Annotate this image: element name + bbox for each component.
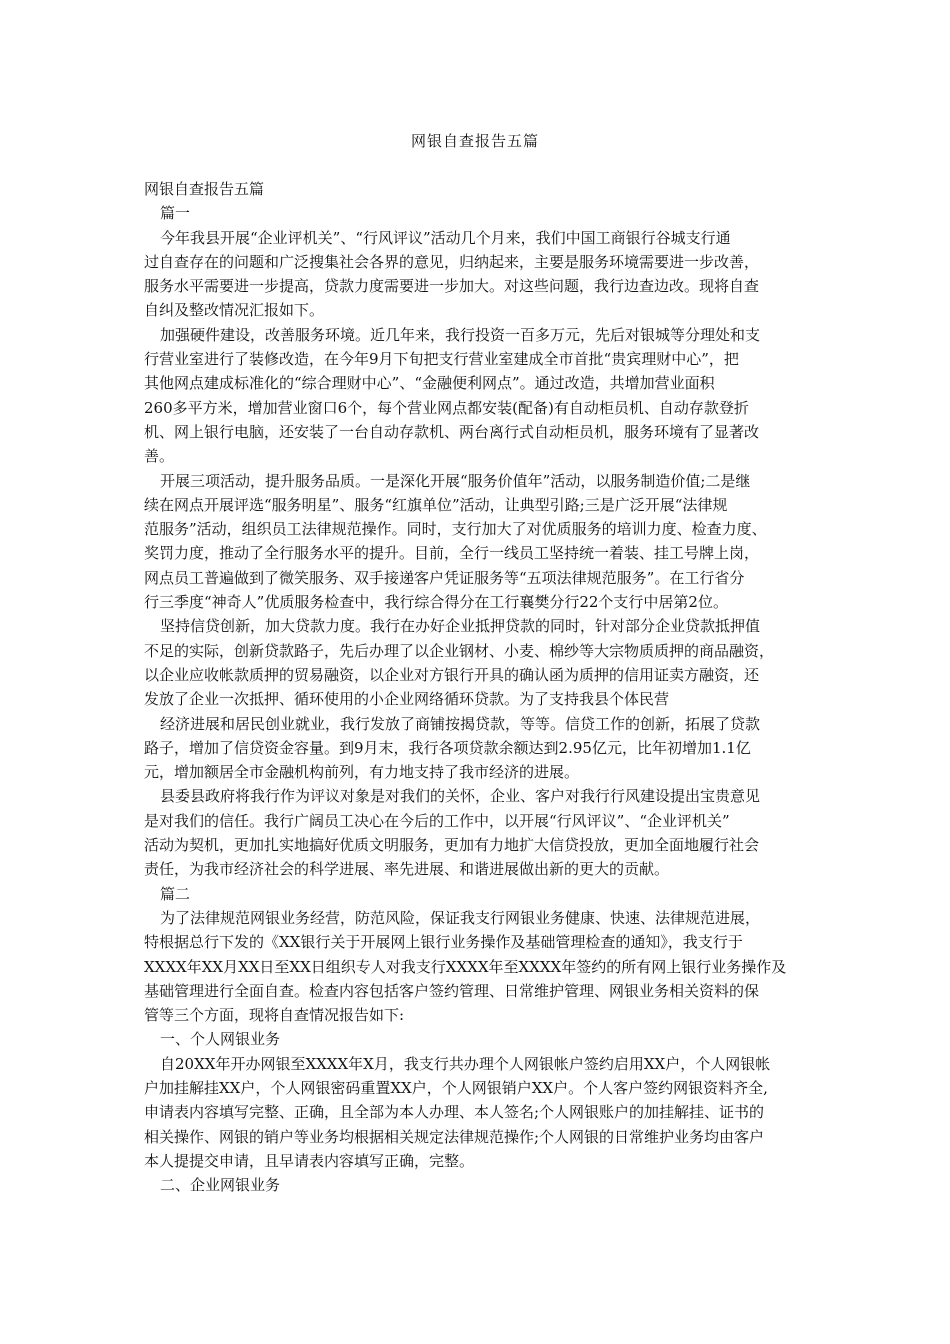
text-line: 申请表内容填写完整、正确，且全部为本人办理、本人签名;个人网银账户的加挂解挂、证书的 bbox=[144, 1103, 765, 1122]
text-line: 经济进展和居民创业就业，我行发放了商铺按揭贷款，等等。信贷工作的创新，拓展了贷款 bbox=[160, 714, 761, 733]
text-line: 其他网点建成标准化的“综合理财中心”、“金融便利网点”。通过改造，共增加营业面积 bbox=[144, 374, 715, 393]
text-line: 户加挂解挂XX户，个人网银密码重置XX户，个人网银销户XX户。个人客户签约网银资料齐全, bbox=[144, 1078, 768, 1097]
text-line: 续在网点开展评选“服务明星”、服务“红旗单位”活动，让典型引路;三是广泛开展“法律规 bbox=[144, 495, 728, 514]
text-line: 过自查存在的问题和广泛搜集社会各界的意见，归纳起来，主要是服务环境需要进一步改善， bbox=[144, 252, 760, 271]
text-line: 行营业室进行了装修改造，在今年9月下旬把支行营业室建成全市首批“贵宾理财中心”，把 bbox=[144, 350, 739, 369]
text-line: 元，增加额居全市金融机构前列，有力地支持了我市经济的进展。 bbox=[144, 763, 580, 782]
text-line: 为了法律规范网银业务经营，防范风险，保证我支行网银业务健康、快速、法律规范进展， bbox=[160, 908, 761, 927]
text-line: 特根据总行下发的《XX银行关于开展网上银行业务操作及基础管理检查的通知》，我支行于 bbox=[144, 933, 743, 952]
text-line: 自纠及整改情况汇报如下。 bbox=[144, 301, 325, 320]
text-line: 县委县政府将我行作为评议对象是对我们的关怀，企业、客户对我行行风建设提出宝贵意见 bbox=[160, 787, 761, 806]
text-line: 网点员工普遍做到了微笑服务、双手接递客户凭证服务等“五项法律规范服务”。在工行省分 bbox=[144, 568, 745, 587]
text-line: 以企业应收帐款质押的贸易融资，以企业对方银行开具的确认函为质押的信用证卖方融资，还 bbox=[144, 665, 760, 684]
subsection-heading: 一、个人网银业务 bbox=[160, 1030, 281, 1049]
text-line: 路子，增加了信贷资金容量。到9月末，我行各项贷款余额达到2.95亿元，比年初增加1.1亿 bbox=[144, 738, 751, 757]
text-line: 开展三项活动，提升服务品质。一是深化开展“服务价值年”活动，以服务制造价值;二是继 bbox=[160, 471, 751, 490]
text-line: 是对我们的信任。我行广阔员工决心在今后的工作中，以开展“行风评议”、“企业评机关” bbox=[144, 811, 730, 830]
text-line: 不足的实际，创新贷款路子，先后办理了以企业钢材、小麦、棉纱等大宗物质质押的商品融资， bbox=[144, 641, 775, 660]
text-line: 本人提提交申请，且早请表内容填写正确，完整。 bbox=[144, 1151, 475, 1170]
text-line: 相关操作、网银的销户等业务均根据相关规定法律规范操作;个人网银的日常维护业务均由客户 bbox=[144, 1127, 765, 1146]
subsection-heading: 二、企业网银业务 bbox=[160, 1176, 281, 1195]
text-line: 发放了企业一次抵押、循环使用的小企业网络循环贷款。为了支持我县个体民营 bbox=[144, 690, 670, 709]
text-line: 自20XX年开办网银至XXXX年X月，我支行共办理个人网银帐户签约启用XX户，个人网银帐 bbox=[160, 1054, 771, 1073]
section-title: 网银自查报告五篇 bbox=[144, 180, 265, 198]
text-line: 今年我县开展“企业评机关”、“行风评议”活动几个月来，我们中国工商银行谷城支行通 bbox=[160, 228, 731, 247]
text-line: 260多平方米，增加营业窗口6个，每个营业网点都安装(配备)有自动柜员机、自动存款登折 bbox=[144, 398, 749, 417]
text-line: 加强硬件建设，改善服务环境。近几年来，我行投资一百多万元，先后对银城等分理处和支 bbox=[160, 325, 761, 344]
text-line: 善。 bbox=[144, 447, 175, 466]
text-line: XXXX年XX月XX日至XX日组织专人对我支行XXXX年至XXXX年签约的所有网上银行业务操作及 bbox=[144, 957, 787, 976]
text-line: 责任，为我市经济社会的科学进展、率先进展、和谐进展做出新的更大的贡献。 bbox=[144, 860, 670, 879]
document-body bbox=[144, 177, 810, 1197]
chapter-heading: 篇一 bbox=[160, 204, 191, 223]
text-line: 管等三个方面，现将自查情况报告如下: bbox=[144, 1006, 405, 1025]
chapter-heading: 篇二 bbox=[160, 884, 191, 903]
text-line: 行三季度“神奇人”优质服务检查中，我行综合得分在工行襄樊分行22个支行中居第2位。 bbox=[144, 593, 728, 612]
document-title: 网银自查报告五篇 bbox=[410, 132, 539, 150]
text-line: 基础管理进行全面自查。检查内容包括客户签约管理、日常维护管理、网银业务相关资料的保 bbox=[144, 981, 760, 1000]
text-line: 服务水平需要进一步提高，贷款力度需要进一步加大。对这些问题，我行边查边改。现将自查 bbox=[144, 277, 760, 296]
text-line: 范服务”活动，组织员工法律规范操作。同时，支行加大了对优质服务的培训力度、检查力度、 bbox=[144, 520, 767, 539]
text-line: 坚持信贷创新，加大贷款力度。我行在办好企业抵押贷款的同时，针对部分企业贷款抵押值 bbox=[160, 617, 761, 636]
text-line: 奖罚力度，推动了全行服务水平的提升。目前，全行一线员工坚持统一着装、挂工号牌上岗， bbox=[144, 544, 760, 563]
text-line: 机、网上银行电脑，还安装了一台自动存款机、两台离行式自动柜员机，服务环境有了显著改 bbox=[144, 422, 760, 441]
text-line: 活动为契机，更加扎实地搞好优质文明服务，更加有力地扩大信贷投放，更加全面地履行社会 bbox=[144, 836, 760, 855]
